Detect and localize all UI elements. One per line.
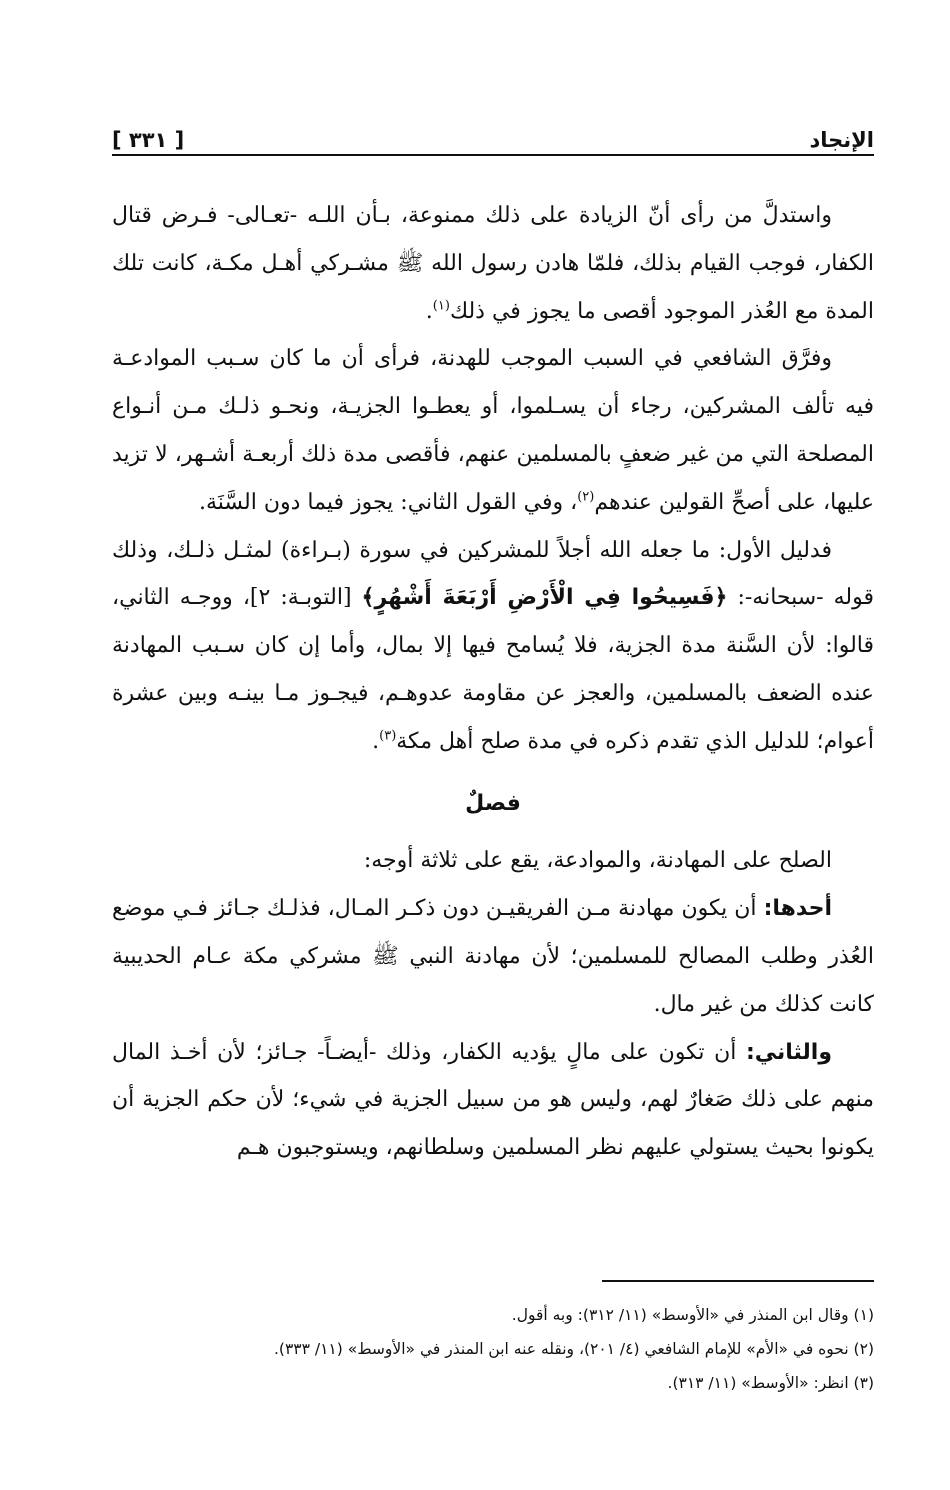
main-text [112,192,874,1172]
header-rule [112,154,874,156]
footnote-rule [602,1280,874,1282]
section-title: فصلٌ [465,790,521,816]
case-1-lead: أحدها: [763,896,832,922]
footnote-ref-2: (٢) [577,489,595,505]
footnote-ref-3: (٣) [379,728,397,744]
paragraph-3: فدليل الأول: ما جعله الله أجلاً للمشركين في سورة (بـراءة) لمثـل ذلـك، وذلك قوله -سبحانه-: ﴿فَسِيحُوا فِي الْأَرْضِ أَرْبَعَةَ أَشْهُرٍ﴾ [التوبـة: ٢]، ووجـه الثاني، قالوا: لأن السَّنة مدة الجزية، فلا يُسامح فيها إلا بمال، وأما إن كان سـبب المهادنة عنده الضعف بالمسلمين، والعجز عن مقاومة عدوهـم، فيجـوز مـا بينـه وبين عشرة أعوام؛ للدليل الذي تقدم ذكره في مدة صلح أهل مكة$^{(٣)}$. [112,537,875,754]
case-2-lead: والثاني: [745,1039,832,1065]
book-title: الإنجاد [809,128,874,152]
running-header [112,112,874,152]
footnote-ref-1: (١) [432,298,450,314]
footnote-3: (٣) انظر: «الأوسط» (١١/ ٣١٣). [667,1374,874,1392]
paragraph-1: واستدلَّ من رأى أنّ الزيادة على ذلك ممنوعة، بـأن اللـه -تعـالى- فـرض قتال الكفار، فوجب القيام بذلك، فلمّا هادن رسول الله ﷺ مشـركي أهـل مكـة، كانت تلك المدة مع العُذر الموجود أقصى ما يجوز في ذلك$^{(١)}$. [112,203,874,324]
footnote-2: (٢) نحوه في «الأم» للإمام الشافعي (٤/ ٢٠١)، ونقله عنه ابن المنذر في «الأوسط» (١١/ ٣٣٣). [273,1340,874,1358]
paragraph-2: وفرَّق الشافعي في السبب الموجب للهدنة، فرأى أن ما كان سـبب الموادعـة فيه تألف المشركين، رجاء أن يسـلموا، أو يعطـوا الجزيـة، ونحـو ذلـك مـن أنـواع المصلحة التي من غير ضعفٍ بالمسلمين عنهم، فأقصى مدة ذلك أربعـة أشـهر، لا تزيد عليها، على أصحِّ القولين عندهم$^{(٢)}$، وفي القول الثاني: يجوز فيما دون السَّنَة. [112,346,874,515]
case-1: أحدها: أن يكون مهادنة مـن الفريقيـن دون ذكـر المـال، فذلـك جـائز فـي موضع العُذر وطلب المصالح للمسلمين؛ لأن مهادنة النبي ﷺ مشركي مكة عـام الحديبية كانت كذلك من غير مال. [112,896,874,1017]
section-intro: الصلح على المهادنة، والموادعة، يقع على ثلاثة أوجه: [363,848,832,874]
quran-verse: ﴿فَسِيحُوا فِي الْأَرْضِ أَرْبَعَةَ أَشْهُرٍ﴾ [361,585,728,611]
footnotes [112,1298,874,1400]
page-number: [ ٣٣١ ] [112,128,185,152]
case-2: والثاني: أن تكون على مالٍ يؤديه الكفار، وذلك -أيضـاً- جـائز؛ لأن أخـذ المال منهم على ذلك صَغارٌ لهم، وليس هو من سبيل الجزية في شيء؛ لأن حكم الجزية أن يكونوا بحيث يستولي عليهم نظر المسلمين وسلطانهم، ويستوجبون هـم [112,1039,874,1161]
footnote-1: (١) وقال ابن المنذر في «الأوسط» (١١/ ٣١٢): وبه أقول. [511,1306,874,1324]
